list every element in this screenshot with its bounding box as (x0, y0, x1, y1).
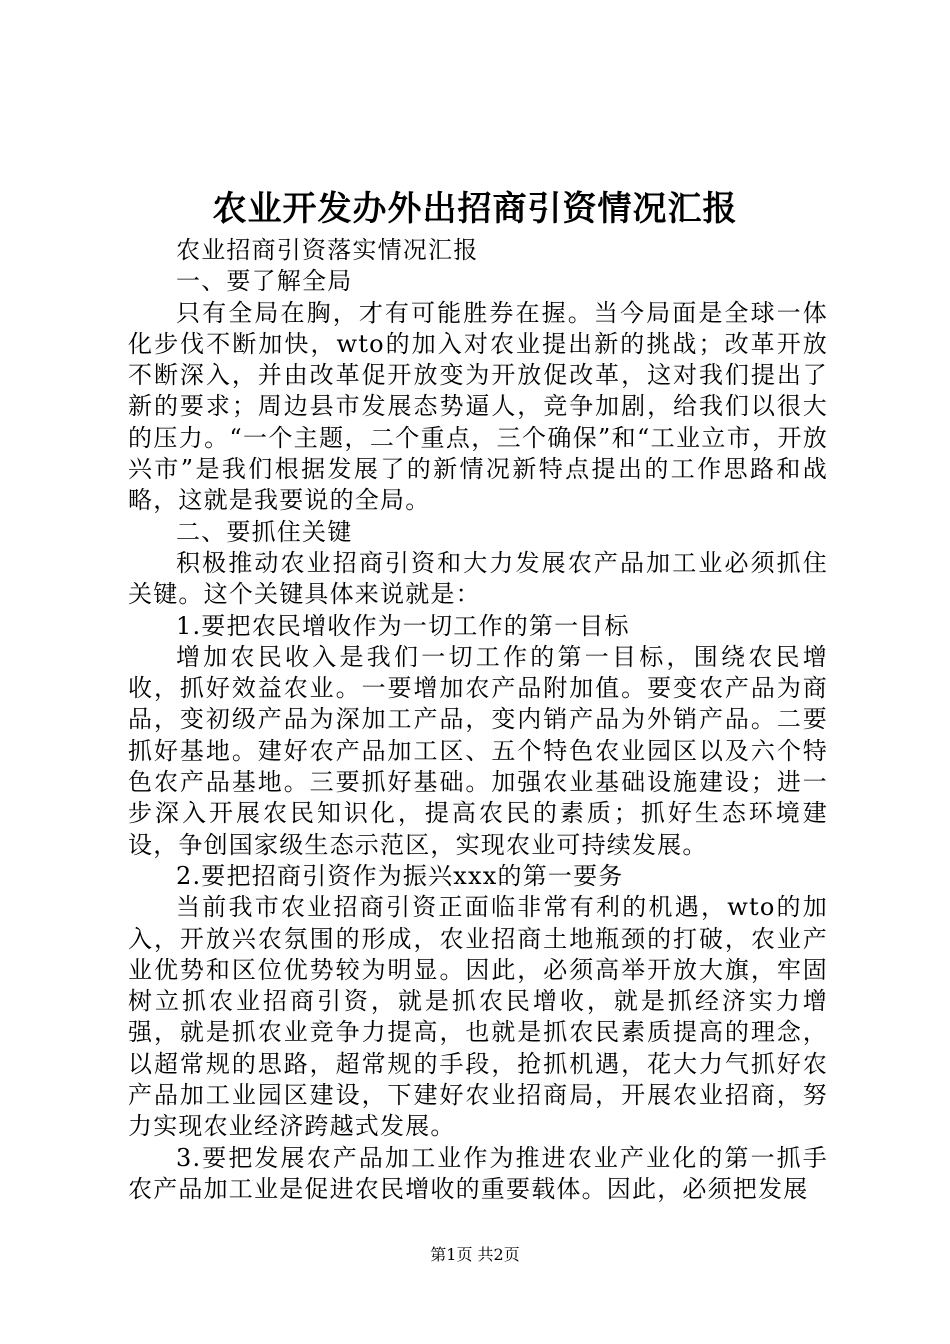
subheading-item-1: 1.要把农民增收作为一切工作的第一目标 (176, 611, 630, 640)
section-heading-1: 一、要了解全局 (176, 267, 353, 296)
subheading-item-3: 3.要把发展农产品加工业作为推进农业产业化的第一抓手农产品加工业是促进农民增收的重要载体。因此，必须把发展 (128, 1143, 828, 1203)
document-title: 农业开发办外出招商引资情况汇报 (212, 189, 738, 229)
subheading-item-2: 2.要把招商引资作为振兴xxx的第一要务 (176, 861, 624, 890)
body-paragraph: 只有全局在胸，才有可能胜券在握。当今局面是全球一体化步伐不断加快，wto的加入对农业提出新的挑战；改革开放不断深入，并由改革促开放变为开放促改革，这对我们提出了新的要求；周边县市发展态势逼人，竞争加剧，给我们以很大的压力。“一个主题，二个重点，三个确保”和“工业立市，开放兴市”是我们根据发展了的新情况新特点提出的工作思路和战略，这就是我要说的全局。 (128, 298, 828, 515)
document-body (128, 235, 828, 1205)
body-paragraph: 当前我市农业招商引资正面临非常有利的机遇，wto的加入，开放兴农氛围的形成，农业招商土地瓶颈的打破，农业产业优势和区位优势较为明显。因此，必须高举开放大旗，牢固树立抓农业招商引资，就是抓农民增收，就是抓经济实力增强，就是抓农业竞争力提高，也就是抓农民素质提高的理念，以超常规的思路，超常规的手段，抢抓机遇，花大力气抓好农产品加工业园区建设，下建好农业招商局，开展农业招商，努力实现农业经济跨越式发展。 (128, 893, 828, 1141)
section-heading-2: 二、要抓住关键 (176, 517, 353, 546)
page-footer: 第1页 共2页 (430, 1245, 520, 1264)
subtitle-paragraph: 农业招商引资落实情况汇报 (176, 236, 479, 264)
body-paragraph: 积极推动农业招商引资和大力发展农产品加工业必须抓住关键。这个关键具体来说就是： (128, 548, 828, 609)
body-paragraph: 增加农民收入是我们一切工作的第一目标，围绕农民增收，抓好效益农业。一要增加农产品附加值。要变农产品为商品，变初级产品为深加工产品，变内销产品为外销产品。二要抓好基地。建好农产品加工区、五个特色农业园区以及六个特色农产品基地。三要抓好基础。加强农业基础设施建设；进一步深入开展农民知识化，提高农民的素质；抓好生态环境建设，争创国家级生态示范区，实现农业可持续发展。 (128, 642, 828, 859)
